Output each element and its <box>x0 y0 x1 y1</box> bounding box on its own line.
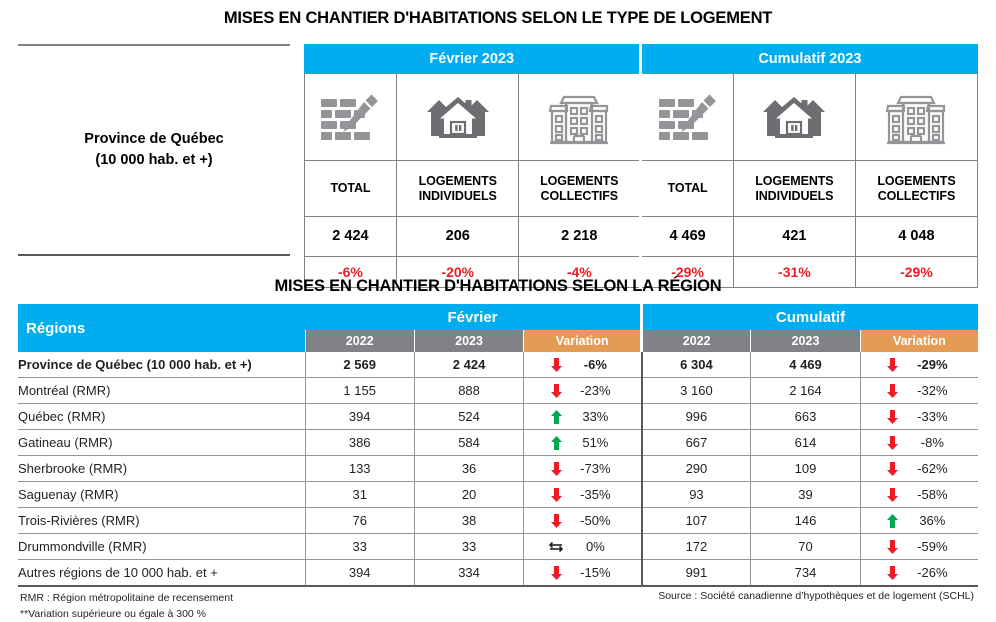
brick-trowel-icon <box>305 83 397 151</box>
group-header-cumulatif: Cumulatif <box>642 304 979 330</box>
col-header-individuels-cum <box>733 160 855 217</box>
footer-notes <box>20 590 233 622</box>
fev-variation-value: 0% <box>585 539 605 554</box>
table1-title: MISES EN CHANTIER D'HABITATIONS SELON LE TYPE DE LOGEMENT <box>223 9 773 27</box>
arrow-down-icon <box>883 358 903 372</box>
apartment-building-icon <box>519 83 639 151</box>
group-header-fevrier: Février <box>305 304 641 330</box>
arrow-down-icon <box>883 436 903 450</box>
fev-2023-cell: 888 <box>414 378 523 404</box>
col-header-line2: COLLECTIFS <box>877 188 956 203</box>
value-individuels-cum: 421 <box>733 217 855 256</box>
table1-group-header-row <box>18 44 978 74</box>
fev-2022-cell: 1 155 <box>305 378 414 404</box>
table1-row-label <box>18 44 304 256</box>
table-row <box>18 404 978 430</box>
cum-2022-cell: 290 <box>642 456 751 482</box>
arrow-down-icon <box>546 462 566 476</box>
fev-variation-value: -15% <box>580 565 611 580</box>
fev-2023-cell: 334 <box>414 560 523 587</box>
variation-collectifs-fev: -4% <box>519 256 641 287</box>
region-name-cell: Sherbrooke (RMR) <box>18 456 305 482</box>
fev-2023-cell: 36 <box>414 456 523 482</box>
cum-variation-value: -58% <box>917 487 948 502</box>
col-header-line1: LOGEMENTS <box>418 173 497 188</box>
cum-variation-value: -29% <box>917 357 948 372</box>
brick-trowel-icon-cell-fev <box>304 74 397 161</box>
fev-variation-value: -50% <box>580 513 611 528</box>
region-name-cell: Drummondville (RMR) <box>18 534 305 560</box>
cum-variation-cell <box>860 404 978 430</box>
cum-2022-cell: 991 <box>642 560 751 587</box>
table-row <box>18 482 978 508</box>
fev-2023-cell: 20 <box>414 482 523 508</box>
col-header-line1: TOTAL <box>667 181 708 196</box>
cum-variation-value: -26% <box>917 565 948 580</box>
fev-2022-cell: 2 569 <box>305 352 414 378</box>
region-name-cell: Montréal (RMR) <box>18 378 305 404</box>
value-total-cum: 4 469 <box>641 217 734 256</box>
region-name-cell: Gatineau (RMR) <box>18 430 305 456</box>
arrow-down-icon <box>883 410 903 424</box>
variation-total-cum: -29% <box>641 256 734 287</box>
fev-variation-cell <box>524 534 642 560</box>
brick-trowel-icon <box>642 83 733 151</box>
arrow-down-icon <box>883 462 903 476</box>
cum-2023-cell: 614 <box>751 430 860 456</box>
cum-variation-cell <box>860 352 978 378</box>
subheader-fev-variation: Variation <box>524 330 642 352</box>
cum-2023-cell: 109 <box>751 456 860 482</box>
variation-individuels-cum: -31% <box>733 256 855 287</box>
cum-variation-cell <box>860 482 978 508</box>
table-row <box>18 352 978 378</box>
cum-variation-value: -32% <box>917 383 948 398</box>
fev-variation-value: -35% <box>580 487 611 502</box>
fev-variation-cell <box>524 352 642 378</box>
cum-2022-cell: 93 <box>642 482 751 508</box>
cum-2023-cell: 2 164 <box>751 378 860 404</box>
variation-collectifs-cum: -29% <box>855 256 977 287</box>
fev-variation-value: 51% <box>582 435 609 450</box>
cum-2023-cell: 663 <box>751 404 860 430</box>
cum-2023-cell: 4 469 <box>751 352 860 378</box>
apartment-building-icon-cell-fev <box>519 74 641 161</box>
group-header-cumulatif-2023: Cumulatif 2023 <box>641 44 978 74</box>
subheader-cum-variation: Variation <box>860 330 978 352</box>
cum-variation-value: -33% <box>917 409 948 424</box>
col-header-line2: COLLECTIFS <box>540 188 619 203</box>
cum-variation-cell <box>860 560 978 587</box>
housing-starts-by-region-table <box>18 304 978 587</box>
fev-variation-value: -6% <box>583 357 607 372</box>
cum-variation-value: -62% <box>917 461 948 476</box>
houses-icon-cell-fev <box>397 74 519 161</box>
col-header-line1: TOTAL <box>330 181 371 196</box>
row-label-line2: (10 000 hab. et +) <box>95 152 213 168</box>
cum-variation-value: -59% <box>917 539 948 554</box>
region-name-cell: Trois-Rivières (RMR) <box>18 508 305 534</box>
cum-2023-cell: 39 <box>751 482 860 508</box>
subheader-cum-2022: 2022 <box>642 330 751 352</box>
housing-starts-by-type-table <box>18 44 978 288</box>
arrow-down-icon <box>546 566 566 580</box>
fev-2022-cell: 76 <box>305 508 414 534</box>
table-row <box>18 456 978 482</box>
col-header-line1: LOGEMENTS <box>755 173 834 188</box>
arrow-flat-icon <box>546 541 566 553</box>
cum-2022-cell: 3 160 <box>642 378 751 404</box>
region-name-cell: Saguenay (RMR) <box>18 482 305 508</box>
fev-2022-cell: 133 <box>305 456 414 482</box>
fev-2023-cell: 33 <box>414 534 523 560</box>
houses-icon <box>397 83 518 151</box>
arrow-down-icon <box>883 540 903 554</box>
arrow-down-icon <box>546 514 566 528</box>
cum-variation-value: -8% <box>920 435 944 450</box>
fev-variation-cell <box>524 456 642 482</box>
table-row <box>18 378 978 404</box>
fev-2022-cell: 394 <box>305 560 414 587</box>
arrow-down-icon <box>546 384 566 398</box>
region-name-cell: Autres régions de 10 000 hab. et + <box>18 560 305 587</box>
cum-2023-cell: 70 <box>751 534 860 560</box>
subheader-cum-2023: 2023 <box>751 330 860 352</box>
fev-variation-cell <box>524 430 642 456</box>
cum-variation-value: 36% <box>919 513 946 528</box>
cum-variation-cell <box>860 378 978 404</box>
cum-2022-cell: 667 <box>642 430 751 456</box>
cum-2022-cell: 996 <box>642 404 751 430</box>
fev-variation-cell <box>524 482 642 508</box>
fev-2022-cell: 33 <box>305 534 414 560</box>
cum-variation-cell <box>860 534 978 560</box>
subheader-fev-2023: 2023 <box>414 330 523 352</box>
row-label-line1: Province de Québec <box>84 131 224 147</box>
fev-variation-cell <box>524 404 642 430</box>
table2-title: MISES EN CHANTIER D'HABITATIONS SELON LA RÉGION <box>274 277 722 295</box>
value-total-fev: 2 424 <box>304 217 397 256</box>
arrow-up-icon <box>546 410 566 424</box>
fev-variation-cell <box>524 560 642 587</box>
group-header-fevrier-2023: Février 2023 <box>304 44 641 74</box>
arrow-up-icon <box>546 436 566 450</box>
brick-trowel-icon-cell-cum <box>641 74 734 161</box>
cum-2023-cell: 146 <box>751 508 860 534</box>
col-header-total-cum <box>641 160 734 217</box>
arrow-down-icon <box>546 488 566 502</box>
cum-2022-cell: 172 <box>642 534 751 560</box>
arrow-down-icon <box>546 358 566 372</box>
value-individuels-fev: 206 <box>397 217 519 256</box>
fev-2022-cell: 31 <box>305 482 414 508</box>
value-collectifs-cum: 4 048 <box>855 217 977 256</box>
cum-2022-cell: 107 <box>642 508 751 534</box>
footer-note-rmr: RMR : Région métropolitaine de recensement <box>20 592 234 604</box>
region-name-cell: Québec (RMR) <box>18 404 305 430</box>
fev-2023-cell: 2 424 <box>414 352 523 378</box>
fev-2023-cell: 584 <box>414 430 523 456</box>
fev-variation-value: -23% <box>580 383 611 398</box>
arrow-down-icon <box>883 566 903 580</box>
arrow-down-icon <box>883 384 903 398</box>
cum-2022-cell: 6 304 <box>642 352 751 378</box>
fev-variation-cell <box>524 508 642 534</box>
fev-variation-value: 33% <box>582 409 609 424</box>
value-collectifs-fev: 2 218 <box>519 217 641 256</box>
houses-icon-cell-cum <box>733 74 855 161</box>
col-header-line2: INDIVIDUELS <box>418 188 497 203</box>
arrow-up-icon <box>883 514 903 528</box>
col-header-collectifs-fev <box>519 160 641 217</box>
apartment-building-icon <box>856 83 977 151</box>
footer-note-variation: **Variation supérieure ou égale à 300 % <box>20 608 207 620</box>
cum-variation-cell <box>860 508 978 534</box>
cum-variation-cell <box>860 456 978 482</box>
cum-2023-cell: 734 <box>751 560 860 587</box>
fev-2023-cell: 524 <box>414 404 523 430</box>
cum-variation-cell <box>860 430 978 456</box>
regions-column-header: Régions <box>18 304 305 352</box>
table-row <box>18 508 978 534</box>
region-name-cell: Province de Québec (10 000 hab. et +) <box>18 352 305 378</box>
fev-2022-cell: 386 <box>305 430 414 456</box>
col-header-total-fev <box>304 160 397 217</box>
col-header-line1: LOGEMENTS <box>877 173 956 188</box>
table2-group-header-row <box>18 304 978 330</box>
col-header-individuels-fev <box>397 160 519 217</box>
col-header-line2: INDIVIDUELS <box>755 188 834 203</box>
table-row <box>18 534 978 560</box>
arrow-down-icon <box>883 488 903 502</box>
fev-variation-cell <box>524 378 642 404</box>
fev-2023-cell: 38 <box>414 508 523 534</box>
fev-variation-value: -73% <box>580 461 611 476</box>
table-row <box>18 430 978 456</box>
subheader-fev-2022: 2022 <box>305 330 414 352</box>
footer-source: Source : Société canadienne d’hypothèques et de logement (SCHL) <box>658 590 974 602</box>
col-header-line1: LOGEMENTS <box>540 173 619 188</box>
fev-2022-cell: 394 <box>305 404 414 430</box>
variation-individuels-fev: -20% <box>397 256 519 287</box>
variation-total-fev: -6% <box>304 256 397 287</box>
houses-icon <box>734 83 855 151</box>
table2-body <box>18 352 978 586</box>
col-header-collectifs-cum <box>855 160 977 217</box>
apartment-building-icon-cell-cum <box>855 74 977 161</box>
table-row <box>18 560 978 587</box>
